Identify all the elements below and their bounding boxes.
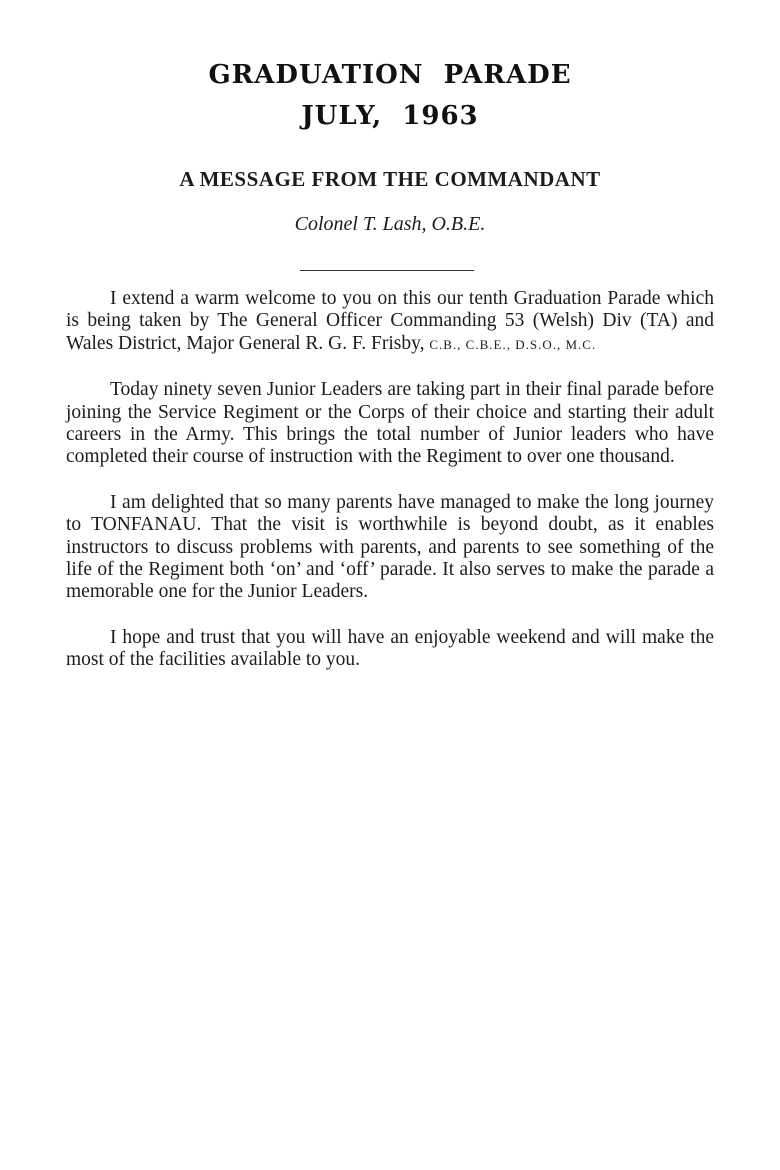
document-date: JULY, 1963	[301, 101, 479, 131]
message-heading: A MESSAGE FROM THE COMMANDANT	[179, 167, 601, 191]
paragraph-parents: I am delighted that so many parents have managed to make the long journey to TONFANAU. That the visit is worthwhile is beyond doubt, as it enables instructors to discuss problems with parents, and parents to see something of the life of the Regiment both ‘on’ and ‘off’ parade. It also serves to make the parade a memorable one for the Junior Leaders.	[66, 491, 714, 603]
message-body	[66, 288, 714, 695]
honours-text: C.B., C.B.E., D.S.O., M.C.	[429, 336, 597, 352]
paragraph-closing: I hope and trust that you will have an enjoyable weekend and will make the most of the facilities available to you.	[66, 626, 714, 671]
author-line: Colonel T. Lash, O.B.E.	[294, 213, 486, 235]
divider-rule	[300, 270, 474, 271]
paragraph-welcome-text: I extend a warm welcome to you on this our tenth Graduation Parade which is being taken by The General Officer Commanding 53 (Welsh) Div (TA) and Wales District, Major General R. G. F. Frisby,	[66, 288, 714, 354]
paragraph-junior-leaders: Today ninety seven Junior Leaders are taking part in their final parade before joining the Service Regiment or the Corps of their choice and starting their adult careers in the Army. This brings the total number of Junior leaders who have completed their course of instruction with the Regiment to over one thousand.	[66, 379, 714, 468]
document-title: GRADUATION PARADE	[208, 60, 572, 90]
paragraph-welcome	[66, 288, 714, 356]
